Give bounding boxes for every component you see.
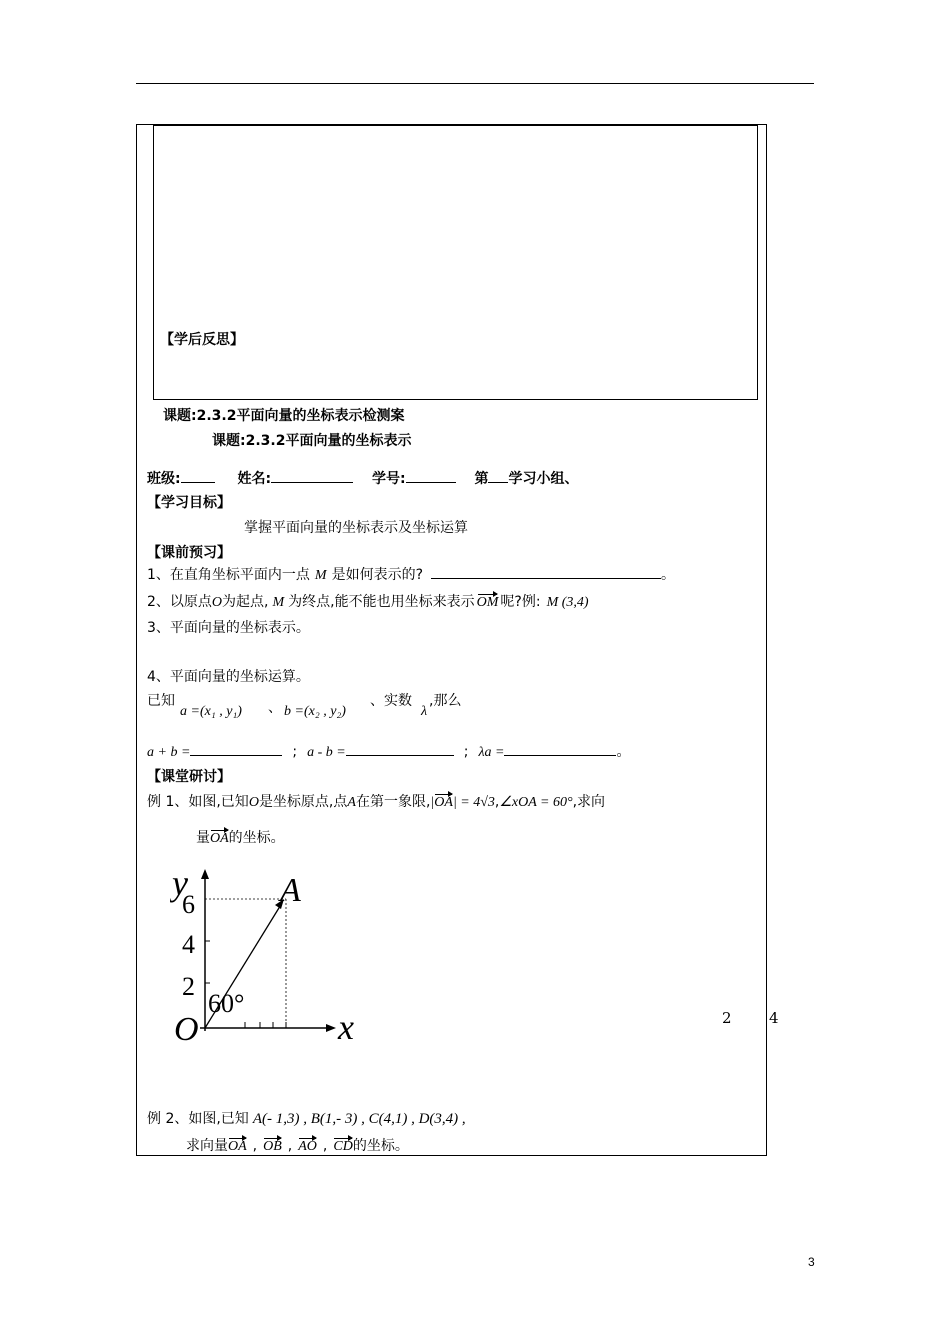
name-blank[interactable] bbox=[271, 468, 353, 483]
ex2-vector-cd: CD bbox=[333, 1139, 353, 1154]
y-tick-2-label: 2 bbox=[182, 972, 195, 1001]
then-text: ,那么 bbox=[429, 693, 462, 709]
example-2-line2 bbox=[186, 1135, 409, 1155]
q1-text-b: 是如何表示的? bbox=[331, 567, 424, 583]
preview-q4: 4、平面向量的坐标运算。 bbox=[147, 669, 310, 685]
ex2-vector-ao: AO bbox=[298, 1139, 317, 1154]
ex2-vector-ob: OB bbox=[263, 1139, 282, 1154]
preview-q2 bbox=[147, 591, 589, 611]
q2-text-c: 为终点,能不能也用坐标来表示 bbox=[288, 594, 475, 610]
group-blank[interactable] bbox=[488, 468, 508, 483]
header-rule bbox=[136, 83, 814, 84]
sum-expr: a + b = bbox=[147, 745, 191, 760]
ex1-norm-close: | = 4√3 bbox=[452, 795, 495, 810]
q1-var-m: M bbox=[314, 568, 327, 583]
q1-end: 。 bbox=[661, 567, 676, 583]
reflection-title: 【学后反思】 bbox=[160, 332, 244, 348]
stray-number-4: 4 bbox=[769, 1009, 779, 1027]
known-label: 已知 bbox=[147, 693, 175, 709]
scalar-blank[interactable] bbox=[504, 741, 616, 756]
class-blank[interactable] bbox=[181, 468, 215, 483]
q2-text-a: 2、以原点 bbox=[147, 594, 212, 610]
ex2-line2-a: 求向量 bbox=[186, 1138, 228, 1154]
coordinate-figure bbox=[170, 865, 370, 1045]
ex1-text-b: 是坐标原点,点 bbox=[258, 794, 348, 810]
ex2-vector-oa: OA bbox=[228, 1139, 247, 1154]
id-label: 学号: bbox=[371, 471, 406, 487]
goal-title: 【学习目标】 bbox=[147, 495, 231, 511]
example-1-line1 bbox=[147, 791, 605, 811]
class-label: 班级: bbox=[147, 471, 181, 487]
vector-b-def: b =(x₂ , y₂) bbox=[284, 704, 346, 719]
q1-answer-blank[interactable] bbox=[431, 564, 661, 579]
goal-text: 掌握平面向量的坐标表示及坐标运算 bbox=[244, 520, 468, 536]
ex1-vector-oa: OA bbox=[434, 795, 453, 810]
reflection-box bbox=[153, 125, 758, 400]
operations-row bbox=[147, 741, 630, 761]
q2-vector-om: OM bbox=[476, 595, 499, 610]
ex2-text-a: 例 2、如图,已知 bbox=[147, 1111, 249, 1127]
x-axis-arrow bbox=[326, 1024, 336, 1032]
ex1-point-a: A bbox=[347, 795, 356, 810]
ops-end: 。 bbox=[616, 744, 631, 760]
page-number: 3 bbox=[808, 1255, 815, 1269]
q1-text-a: 1、在直角坐标平面内一点 bbox=[147, 567, 310, 583]
q2-point-m: M bbox=[272, 595, 285, 610]
lambda-symbol: λ bbox=[421, 704, 428, 719]
ex2-points: A(- 1,3) , B(1,- 3) , C(4,1) , D(3,4) , bbox=[252, 1111, 466, 1127]
q2-text-b: 为起点, bbox=[222, 594, 269, 610]
preview-q1 bbox=[147, 564, 675, 584]
ex1-text-d: , bbox=[494, 794, 500, 810]
ex2-comma-2: , bbox=[287, 1138, 293, 1154]
ex1-line2-b: 的坐标。 bbox=[228, 830, 285, 846]
separator-1: 、 bbox=[268, 700, 282, 716]
sum-blank[interactable] bbox=[190, 741, 282, 756]
class-study-title: 【课堂研讨】 bbox=[147, 769, 231, 785]
point-a-label: A bbox=[280, 872, 301, 909]
ex1-text-e: ,求向 bbox=[572, 794, 606, 810]
ex2-comma-3: , bbox=[322, 1138, 328, 1154]
y-tick-4-label: 4 bbox=[182, 930, 195, 959]
ex1-text-c: 在第一象限, bbox=[355, 794, 431, 810]
example-2-line1 bbox=[147, 1108, 466, 1128]
stray-number-2: 2 bbox=[722, 1009, 732, 1027]
origin-label: O bbox=[174, 1011, 199, 1045]
separator-2: 、实数 bbox=[370, 693, 412, 709]
info-row bbox=[147, 468, 578, 488]
angle-label: 60° bbox=[208, 989, 245, 1018]
id-blank[interactable] bbox=[406, 468, 456, 483]
preview-q3: 3、平面向量的坐标表示。 bbox=[147, 620, 310, 636]
y-axis-label: y bbox=[172, 865, 188, 903]
semicolon-1: ; bbox=[292, 744, 298, 760]
ex2-comma-1: , bbox=[252, 1138, 258, 1154]
main-heading: 课题:2.3.2平面向量的坐标表示检测案 bbox=[163, 408, 405, 424]
name-label: 姓名: bbox=[237, 471, 272, 487]
diff-expr: a - b = bbox=[307, 745, 346, 760]
ex2-line2-b: 的坐标。 bbox=[352, 1138, 409, 1154]
ex1-angle: ∠xOA = 60° bbox=[499, 795, 573, 810]
ex1-text-a: 例 1、如图,已知 bbox=[147, 794, 249, 810]
ex1-line2-a: 量 bbox=[196, 830, 210, 846]
y-tick-6-label: 6 bbox=[182, 890, 195, 919]
group-prefix: 第 bbox=[474, 471, 489, 487]
y-axis-arrow bbox=[201, 869, 209, 879]
q2-example: M (3,4) bbox=[546, 595, 589, 610]
diff-blank[interactable] bbox=[346, 741, 454, 756]
sub-heading: 课题:2.3.2平面向量的坐标表示 bbox=[212, 433, 412, 449]
ex1-line2-vector-oa: OA bbox=[210, 831, 229, 846]
ex1-origin: O bbox=[248, 795, 259, 810]
group-suffix: 学习小组、 bbox=[508, 471, 579, 487]
example-1-line2 bbox=[196, 827, 285, 847]
q2-text-d: 呢?例: bbox=[500, 594, 541, 610]
ex1-norm-open: | bbox=[430, 795, 435, 810]
scalar-expr: λa = bbox=[478, 745, 505, 760]
semicolon-2: ; bbox=[463, 744, 469, 760]
preview-title: 【课前预习】 bbox=[147, 545, 231, 561]
q2-origin: O bbox=[211, 595, 223, 610]
x-axis-label: x bbox=[338, 1007, 354, 1045]
vector-a-def: a =(x₁ , y₁) bbox=[180, 704, 242, 719]
